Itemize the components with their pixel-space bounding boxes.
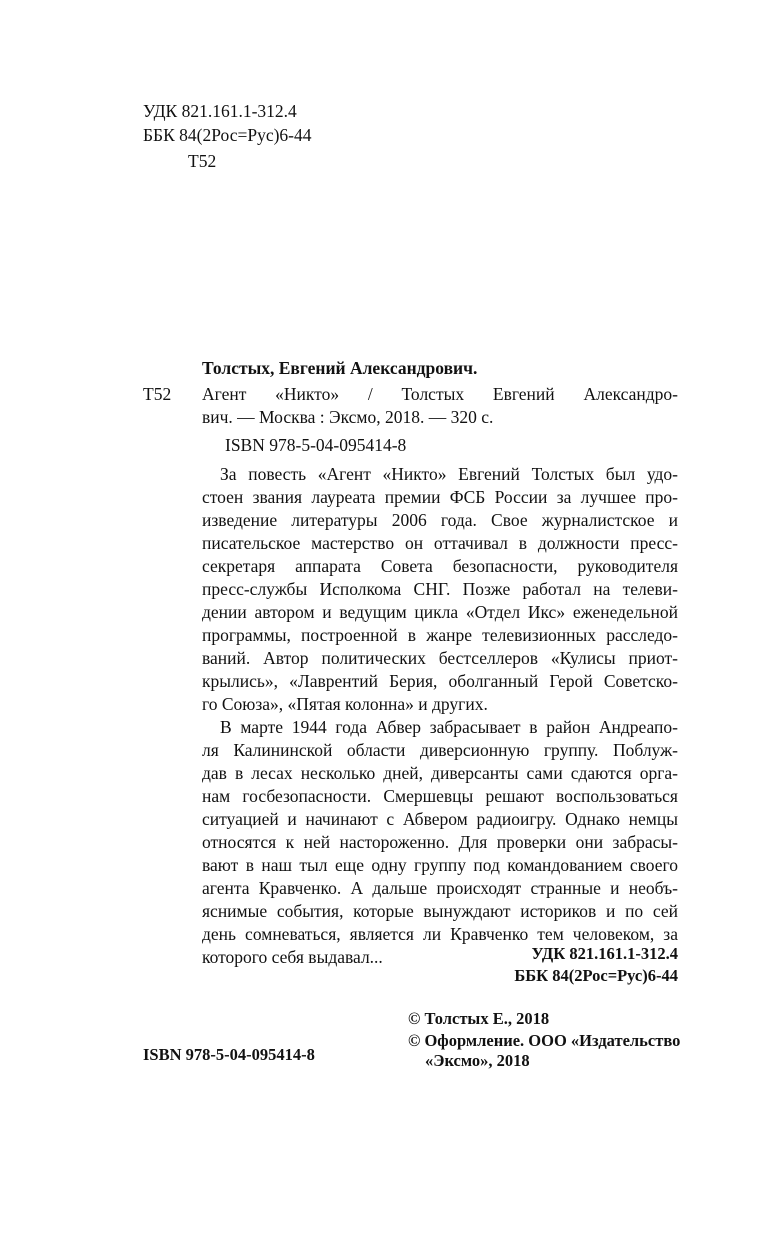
annotation <box>202 463 678 969</box>
annotation-line: день сомневаться, является ли Кравченко тем человеком, за <box>202 924 678 944</box>
author-heading: Толстых, Евгений Александрович. <box>202 358 478 378</box>
annotation-line: которого себя выдавал... <box>202 947 383 967</box>
annotation-line: стоен звания лауреата премии ФСБ России за лучшее про- <box>202 487 678 507</box>
bibliographic-line: вич. — Москва : Эксмо, 2018. — 320 с. <box>202 407 494 427</box>
annotation-line: программы, построенной в жанре телевизионных расследо- <box>202 625 678 645</box>
annotation-line: го Союза», «Пятая колонна» и других. <box>202 694 488 714</box>
annotation-paragraph-2 <box>202 716 678 969</box>
annotation-line: яснимые события, которые вынуждают историков и по сей <box>202 901 678 921</box>
annotation-line: изведение литературы 2006 года. Свое журналистское и <box>202 510 678 530</box>
annotation-line: нам госбезопасности. Смершевцы решают воспользоваться <box>202 786 678 806</box>
annotation-line: В марте 1944 года Абвер забрасывает в район Андреапо- <box>220 717 678 737</box>
author-mark: Т52 <box>143 384 172 404</box>
bbk-footer: ББК 84(2Рос=Рус)6-44 <box>514 966 678 985</box>
annotation-line: ситуацией и начинают с Абвером радиоигру. Однако немцы <box>202 809 678 829</box>
annotation-line: пресс-службы Исполкома СНГ. Позже работал на телеви- <box>202 579 678 599</box>
copyright-design: © Оформление. ООО «Издательство <box>408 1031 681 1050</box>
annotation-line: крылись», «Лаврентий Берия, оболганный Герой Советско- <box>202 671 678 691</box>
annotation-line: относятся к ней настороженно. Для проверки они забрасы- <box>202 832 678 852</box>
annotation-line: вают в наш тыл еще одну группу под командованием своего <box>202 855 678 875</box>
author-mark-header: Т52 <box>188 151 217 171</box>
annotation-line: За повесть «Агент «Никто» Евгений Толстых был удо- <box>220 464 678 484</box>
udk-header: УДК 821.161.1-312.4 <box>143 101 297 121</box>
copyright-publisher: «Эксмо», 2018 <box>425 1051 530 1070</box>
annotation-line: писательское мастерство он оттачивал в должности пресс- <box>202 533 678 553</box>
isbn-record: ISBN 978-5-04-095414-8 <box>225 435 407 455</box>
bbk-header: ББК 84(2Рос=Рус)6-44 <box>143 125 312 145</box>
bibliographic-description <box>202 383 678 429</box>
bibliographic-line: Агент «Никто» / Толстых Евгений Александро- <box>202 384 678 404</box>
annotation-line: дении автором и ведущим цикла «Отдел Икс» еженедельной <box>202 602 678 622</box>
annotation-line: ля Калининской области диверсионную группу. Поблуж- <box>202 740 678 760</box>
udk-footer: УДК 821.161.1-312.4 <box>531 944 678 963</box>
annotation-line: секретаря аппарата Совета безопасности, руководителя <box>202 556 678 576</box>
isbn-footer: ISBN 978-5-04-095414-8 <box>143 1045 315 1064</box>
annotation-paragraph-1 <box>202 463 678 716</box>
annotation-line: ваний. Автор политических бестселлеров «Кулисы приот- <box>202 648 678 668</box>
annotation-line: дав в лесах несколько дней, диверсанты сами сдаются орга- <box>202 763 678 783</box>
copyright-author: © Толстых Е., 2018 <box>408 1009 550 1028</box>
annotation-line: агента Кравченко. А дальше происходят странные и необъ- <box>202 878 678 898</box>
